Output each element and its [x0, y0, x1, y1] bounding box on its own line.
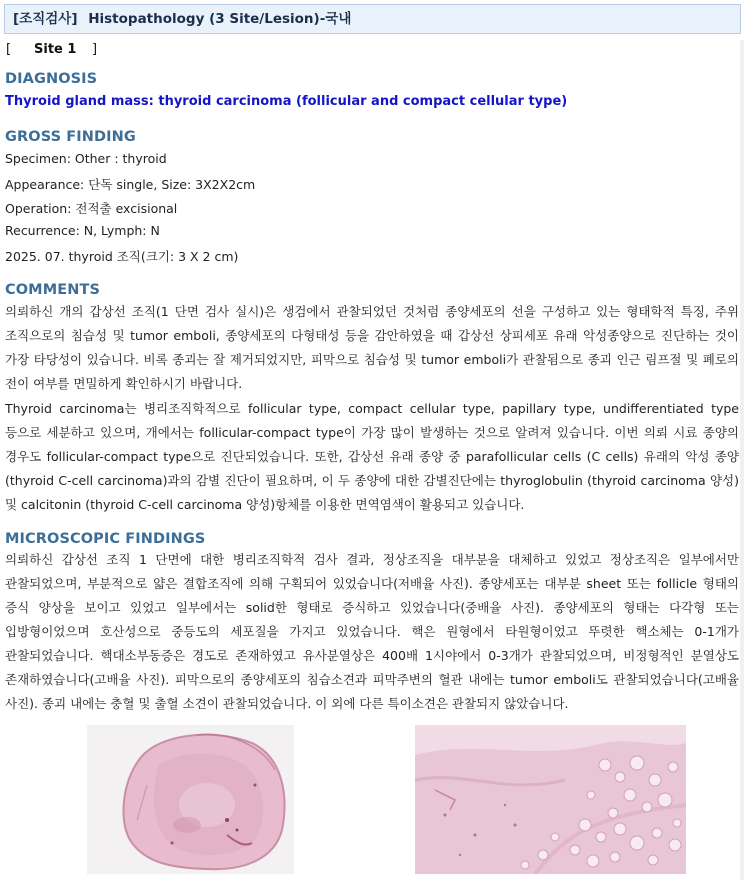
gross-recurrence: Recurrence: N, Lymph: N — [5, 223, 160, 238]
gross-finding-title: GROSS FINDING — [5, 129, 136, 145]
comments-title: COMMENTS — [5, 282, 101, 298]
site-selector — [6, 42, 97, 57]
diagnosis-title: DIAGNOSIS — [5, 71, 98, 87]
gross-specimen: Specimen: Other : thyroid — [5, 151, 167, 166]
vertical-scrollbar[interactable] — [740, 40, 744, 880]
gross-operation: Operation: 전적출 excisional — [5, 201, 178, 216]
tissue-section-graphic — [87, 725, 294, 874]
gross-appearance: Appearance: 단독 single, Size: 3X2X2cm — [5, 177, 256, 192]
histology-image-low-magnification — [87, 725, 294, 874]
header-tag: [조직검사] — [13, 11, 78, 27]
site-label: Site 1 — [34, 42, 77, 57]
site-bracket-open: [ — [6, 42, 12, 57]
tissue-follicles-graphic — [415, 725, 686, 874]
diagnosis-text: Thyroid gland mass: thyroid carcinoma (follicular and compact cellular type) — [5, 94, 568, 109]
microscopic-findings-title: MICROSCOPIC FINDINGS — [5, 531, 206, 547]
histology-image-medium-magnification — [415, 725, 686, 874]
comments-paragraph-2: Thyroid carcinoma는 병리조직학적으로 follicular type, compact cellular type, papillary type, undifferentiated type 등으로 세분하고 있으며, 개에서는 follicular-compact type이 가장 많이 발생하는 것으로 알려져 있습니다. 이번 의뢰 시료 종양의 경우도 follicular-compact type으로 진단되었습니다. 또한, 갑상선 유래 종양 중 parafollicular cells (C cells) 유래의 악성 종양(thyroid C-cell carcinoma)과의 감별 진단이 필요하며, 이 두 종양에 대한 감별진단에는 thyroglobulin (thyroid carcinoma 양성) 및 calcitonin (thyroid C-cell carcinoma 양성)항체를 이용한 면역염색이 활용되고 있습니다. — [5, 401, 739, 512]
comments-paragraph-1: 의뢰하신 개의 갑상선 조직(1 단면 검사 실시)은 생검에서 관찰되었던 것처럼 종양세포의 선을 구성하고 있는 형태학적 특징, 주위 조직으로의 침습성 및 tumor emboli, 종양세포의 다형태성 등을 감안하였을 때 갑상선 상피세포 유래 악성종양으로 진단하는 것이 가장 타당성이 있습니다. 비록 종괴는 잘 제거되었지만, 피막으로 침습성 및 tumor emboli가 관찰됨으로 종괴 인근 림프절 및 폐로의 전이 여부를 면밀하게 확인하시기 바랍니다. — [5, 304, 739, 391]
report-header — [4, 4, 741, 34]
gross-date-size: 2025. 07. thyroid 조직(크기: 3 X 2 cm) — [5, 249, 239, 264]
header-title: Histopathology (3 Site/Lesion)-국내 — [88, 11, 352, 27]
site-bracket-close: ] — [92, 42, 98, 57]
microscopic-findings-text: 의뢰하신 갑상선 조직 1 단면에 대한 병리조직학적 검사 결과, 정상조직을 대부분을 대체하고 있었고 정상조직은 일부에서만 관찰되었으며, 부분적으로 얇은 결합조직에 의해 구획되어 있었습니다(저배율 사진). 종양세포는 대부분 sheet 또는 follicle 형태의 증식 양상을 보이고 있었고 일부에서는 solid한 형태로 증식하고 있었습니다(중배율 사진). 종양세포의 형태는 다각형 또는 입방형이었으며 호산성으로 중등도의 세포질을 가지고 있었습니다. 핵은 원형에서 타원형이었고 뚜렷한 핵소체는 0-1개가 관찰되었습니다. 핵대소부동증은 경도로 존재하였고 유사분열상은 400배 1시야에서 0-3개가 관찰되었으며, 비정형적인 분열상도 존재하였습니다(고배율 사진). 피막으로의 종양세포의 침습소견과 피막주변의 혈관 내에는 tumor emboli도 관찰되었습니다(고배율 사진). 종괴 내에는 충혈 및 출혈 소견이 관찰되었습니다. 이 외에 다른 특이소견은 관찰되지 않았습니다. — [5, 552, 739, 711]
